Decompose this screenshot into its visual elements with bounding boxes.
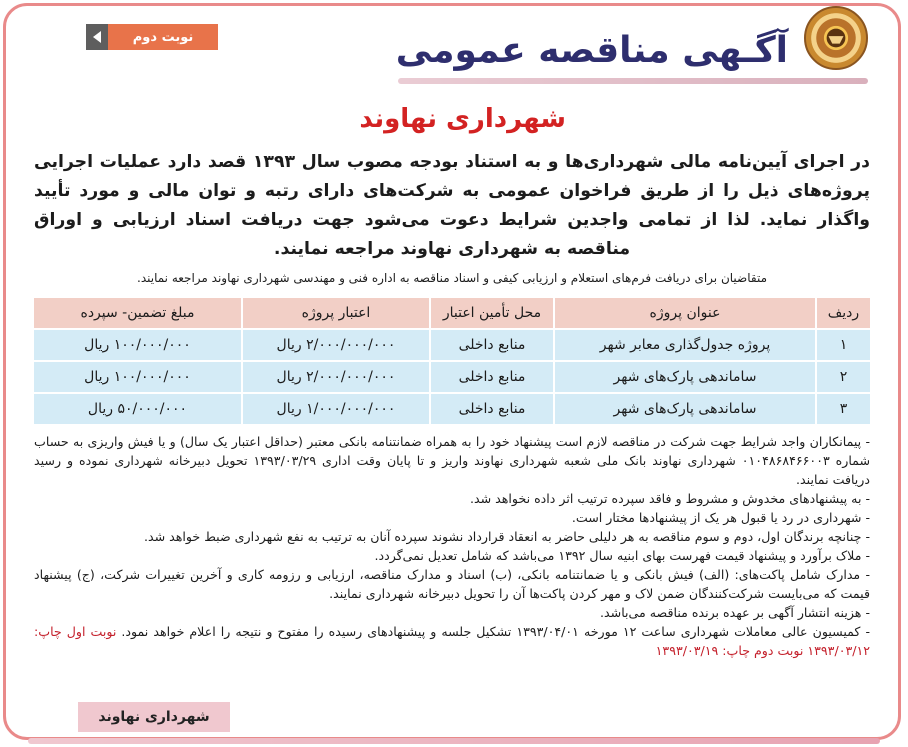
column-header-project-title: عنوان پروژه xyxy=(554,298,816,329)
bottom-divider xyxy=(28,738,880,744)
deposit-cell: ۱۰۰/۰۰۰/۰۰۰ ریال xyxy=(34,361,242,393)
project-budget-cell: ۱/۰۰۰/۰۰۰/۰۰۰ ریال xyxy=(242,393,430,424)
table-row xyxy=(34,361,870,393)
applicants-note: متقاضیان برای دریافت فرم‌های استعلام و ارزیابی کیفی و اسناد مناقصه به اداره فنی و مهندسی شهرداری نهاوند مراجعه نمایند. xyxy=(137,271,767,285)
table-row xyxy=(34,393,870,424)
final-term-text: - کمیسیون عالی معاملات شهرداری ساعت ۱۲ مورخه ۱۳۹۳/۰۴/۰۱ تشکیل جلسه و پیشنهادهای رسیده را مفتوح و نتیجه را اعلام خواهد نمود. xyxy=(121,624,870,639)
term-item: - چنانچه برندگان اول، دوم و سوم مناقصه به هر دلیلی حاضر به انعقاد قرارداد نشوند سپرده آنان به ترتیب به نفع شهرداری ضبط خواهد شد. xyxy=(143,529,870,544)
project-title-cell: پروژه جدول‌گذاری معابر شهر xyxy=(554,329,816,361)
table-header-row xyxy=(34,298,870,329)
term-item: - مدارک شامل پاکت‌های: (الف) فیش بانکی و یا ضمانتنامه بانکی، (ب) اسناد و مدارک مناقصه، ارزیابی و رزومه کاری و آخرین تغییرات شرکت، (ج) پیشنهاد قیمت که می‌بایست شرکت‌کنندگان ضمن لاک و مهر کردن پاکت‌ها آن را تحویل دبیرخانه شهرداری نمایند. xyxy=(34,567,870,601)
funding-source-cell: منابع داخلی xyxy=(430,329,554,361)
column-header-row-number: ردیف xyxy=(816,298,870,329)
project-budget-cell: ۲/۰۰۰/۰۰۰/۰۰۰ ریال xyxy=(242,329,430,361)
page-title: آگـهی مناقصه عمومی xyxy=(395,30,788,71)
intro-paragraph: در اجرای آیین‌نامه مالی شهرداری‌ها و به استناد بودجه مصوب سال ۱۳۹۳ قصد دارد عملیات اجرایی پروژه‌های ذیل را از طریق فراخوان عمومی به شرکت‌های دارای رتبه و توان مالی و مورد تأیید واگذار نماید. لذا از تمامی واجدین شرایط دعوت می‌شود جهت دریافت اسناد ارزیابی و اوراق مناقصه به شهرداری نهاوند مراجعه نمایند. xyxy=(34,152,870,259)
project-title-cell: ساماندهی پارک‌های شهر xyxy=(554,361,816,393)
column-header-deposit: مبلغ تضمین- سپرده xyxy=(34,298,242,329)
project-title-cell: ساماندهی پارک‌های شهر xyxy=(554,393,816,424)
projects-table xyxy=(34,298,870,424)
footer-organization-badge: شهرداری نهاوند xyxy=(78,702,230,732)
term-item: - به پیشنهادهای مخدوش و مشروط و فاقد سپرده ترتیب اثر داده نخواهد شد. xyxy=(470,491,870,506)
funding-source-cell: منابع داخلی xyxy=(430,393,554,424)
term-item: - هزینه انتشار آگهی بر عهده برنده مناقصه می‌باشد. xyxy=(600,605,870,620)
project-budget-cell: ۲/۰۰۰/۰۰۰/۰۰۰ ریال xyxy=(242,361,430,393)
row-number-cell: ۳ xyxy=(816,393,870,424)
column-header-funding-source: محل تأمین اعتبار xyxy=(430,298,554,329)
table-row xyxy=(34,329,870,361)
title-underline xyxy=(398,78,868,84)
term-item-final xyxy=(34,622,870,660)
print-dates: نوبت اول چاپ: ۱۳۹۳/۰۳/۱۲ نوبت دوم چاپ: ۱۳۹۳/۰۳/۱۹ xyxy=(34,624,870,658)
deposit-cell: ۵۰/۰۰۰/۰۰۰ ریال xyxy=(34,393,242,424)
arrow-left-icon xyxy=(86,24,108,50)
round-label: نوبت دوم xyxy=(132,29,194,45)
organization-name: شهرداری نهاوند xyxy=(359,104,566,134)
municipality-emblem-icon xyxy=(804,6,868,70)
round-badge xyxy=(86,24,218,50)
deposit-cell: ۱۰۰/۰۰۰/۰۰۰ ریال xyxy=(34,329,242,361)
row-number-cell: ۲ xyxy=(816,361,870,393)
term-item: - شهرداری در رد یا قبول هر یک از پیشنهادها مختار است. xyxy=(571,510,870,525)
terms-list xyxy=(34,432,870,660)
term-item: - پیمانکاران واجد شرایط جهت شرکت در مناقصه لازم است پیشنهاد خود را به همراه ضمانتنامه بانکی معتبر (حداقل اعتبار یک سال) و یا فیش واریزی به حساب شماره ۰۱۰۴۸۶۸۴۶۶۰۰۳ شهرداری نهاوند بانک ملی شعبه شهرداری نهاوند واریز و تا پایان وقت اداری ۱۳۹۳/۰۳/۲۹ تحویل دبیرخانه شهرداری نموده و رسید دریافت نمایند. xyxy=(34,434,871,487)
column-header-project-budget: اعتبار پروژه xyxy=(242,298,430,329)
term-item: - ملاک برآورد و پیشنهاد قیمت فهرست بهای ابنیه سال ۱۳۹۲ می‌باشد که شامل تعدیل نمی‌گردد. xyxy=(374,548,870,563)
funding-source-cell: منابع داخلی xyxy=(430,361,554,393)
row-number-cell: ۱ xyxy=(816,329,870,361)
